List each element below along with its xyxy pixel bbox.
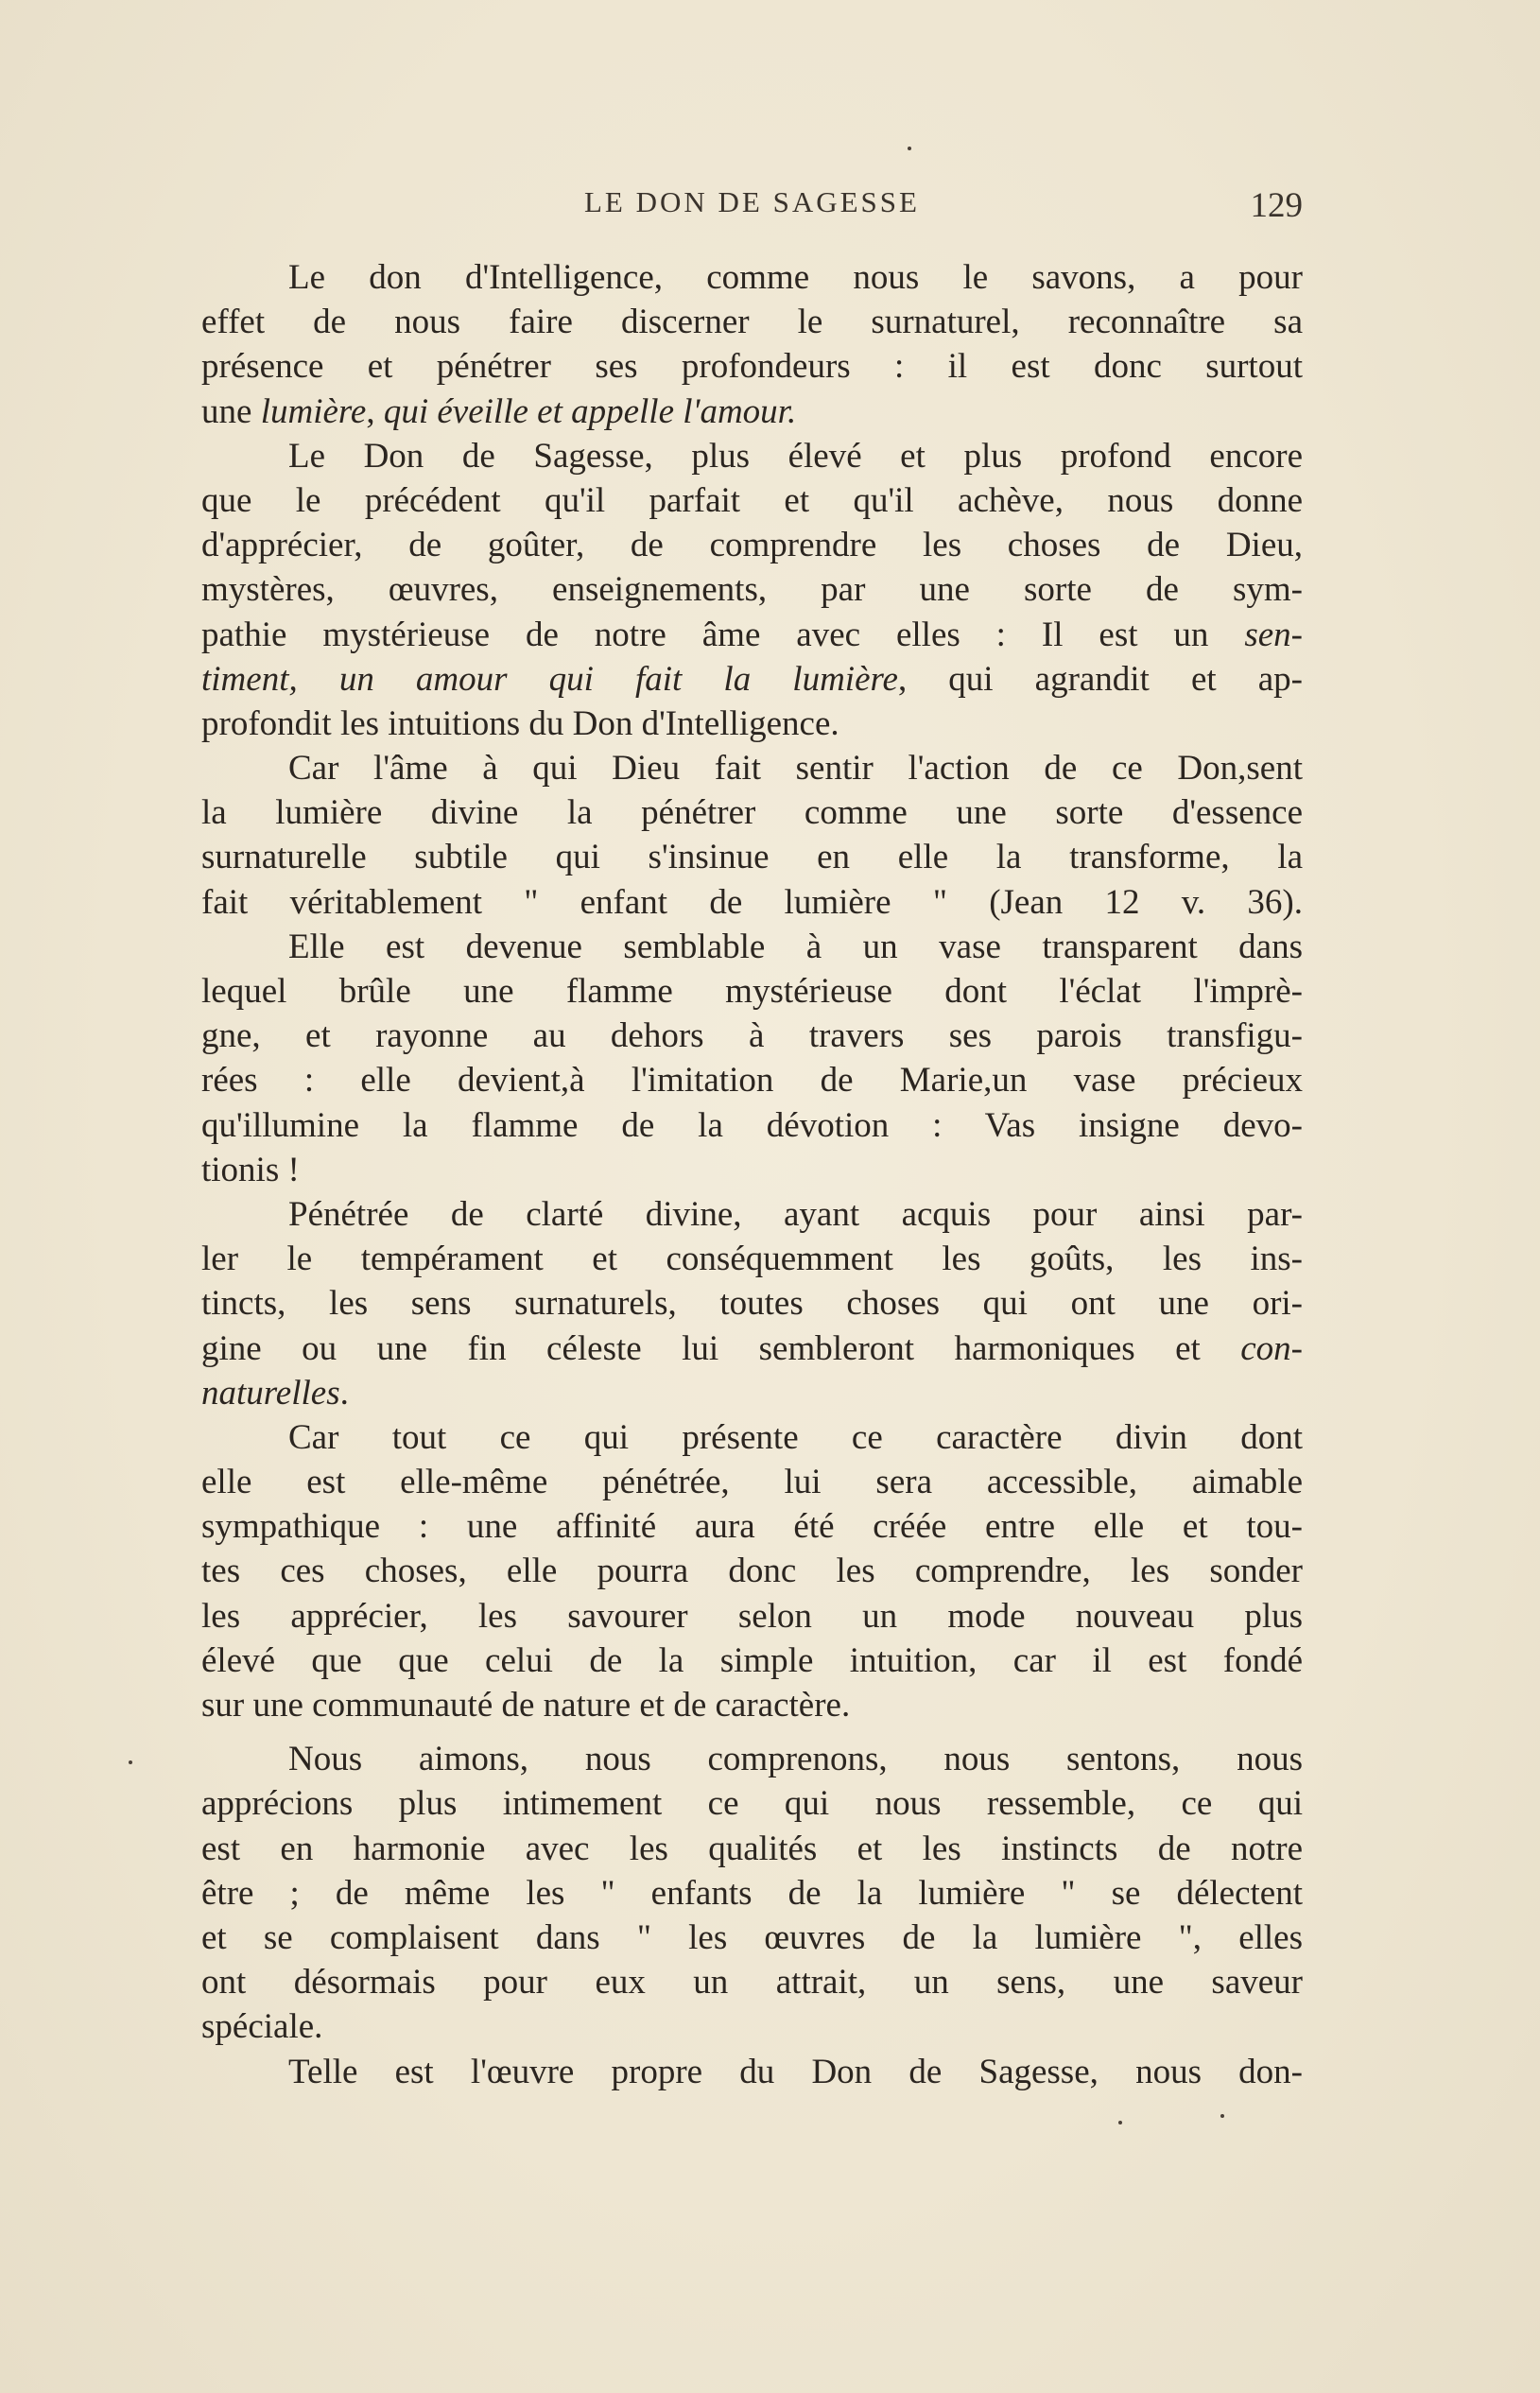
text-line — [201, 1549, 1303, 1593]
paper-speck — [1220, 2114, 1224, 2118]
italic-text: qui éveille et appelle l'amour. — [383, 391, 797, 431]
text-run: lequel brûle une flamme mystérieuse dont l'éclat l'imprè- — [201, 972, 1303, 1011]
paper-speck — [908, 147, 911, 150]
text-line — [201, 1103, 1303, 1148]
text-run: ont désormais pour eux un attrait, un sens, une saveur — [201, 1963, 1303, 2003]
text-line — [201, 1281, 1303, 1326]
text-run: élevé que que celui de la simple intuition, car il est fondé — [201, 1640, 1303, 1680]
text-line — [201, 1871, 1303, 1916]
text-line — [201, 2004, 1303, 2049]
text-run: est en harmonie avec les qualités et les instincts de notre — [201, 1829, 1303, 1868]
text-run: Le Don de Sagesse, plus élevé et plus profond encore — [288, 436, 1303, 476]
text-run: présence et pénétrer ses profondeurs : il est donc surtout — [201, 347, 1303, 387]
text-run: gne, et rayonne au dehors à travers ses parois transfigu- — [201, 1016, 1303, 1056]
text-line — [201, 969, 1303, 1014]
text-run: effet de nous faire discerner le surnaturel, reconnaître sa — [201, 303, 1303, 342]
text-run: Car l'âme à qui Dieu fait sentir l'action de ce Don,sent — [288, 749, 1303, 789]
text-line — [201, 880, 1303, 925]
text-line — [201, 478, 1303, 523]
text-run: tionis ! — [201, 1150, 300, 1189]
text-run: ler le tempérament et conséquemment les goûts, les ins- — [201, 1240, 1303, 1279]
text-line — [201, 702, 1303, 746]
text-line — [201, 1781, 1303, 1826]
text-run: être ; de même les " enfants de la lumière " se délectent — [201, 1873, 1303, 1913]
italic-text: sen- — [1244, 615, 1303, 654]
text-line — [201, 523, 1303, 567]
text-run: gine ou une fin céleste lui sembleront harmoniques et — [201, 1328, 1241, 1368]
page-number: 129 — [1250, 186, 1303, 225]
italic-text: lumière — [260, 391, 367, 431]
text-run: tes ces choses, elle pourra donc les comprendre, les sonder — [201, 1552, 1303, 1591]
text-run: une — [201, 391, 261, 431]
text-line — [201, 1058, 1303, 1102]
text-line — [201, 344, 1303, 389]
text-run: que le précédent qu'il parfait et qu'il achève, nous donne — [201, 480, 1303, 520]
text-line — [201, 434, 1303, 478]
running-head — [201, 185, 1303, 223]
text-line — [201, 1683, 1303, 1727]
text-run: Pénétrée de clarté divine, ayant acquis pour ainsi par- — [288, 1194, 1303, 1234]
text-run: apprécions plus intimement ce qui nous ressemble, ce qui — [201, 1784, 1303, 1824]
italic-text: naturelles — [201, 1373, 340, 1413]
text-line — [201, 1460, 1303, 1504]
text-line — [201, 255, 1303, 300]
text-run: Car tout ce qui présente ce caractère divin dont — [288, 1417, 1303, 1457]
text-line — [201, 746, 1303, 790]
text-line — [201, 1916, 1303, 1960]
text-run: rées : elle devient,à l'imitation de Marie,un vase précieux — [201, 1061, 1303, 1101]
text-run: Le don d'Intelligence, comme nous le savons, a pour — [288, 258, 1303, 297]
text-line — [201, 390, 1303, 434]
text-run: les apprécier, les savourer selon un mode nouveau plus — [201, 1596, 1303, 1636]
text-line — [201, 1639, 1303, 1683]
text-run: surnaturelle subtile qui s'insinue en elle la transforme, la — [201, 838, 1303, 877]
text-run: la lumière divine la pénétrer comme une sorte d'essence — [201, 793, 1303, 833]
text-line — [201, 925, 1303, 969]
text-line — [201, 1237, 1303, 1281]
text-line — [201, 1504, 1303, 1549]
text-run: elle est elle-même pénétrée, lui sera accessible, aimable — [201, 1463, 1303, 1502]
text-run: et se complaisent dans " les œuvres de la lumière ", elles — [201, 1917, 1303, 1957]
text-run: Nous aimons, nous comprenons, nous sentons, nous — [288, 1740, 1303, 1779]
text-run: tincts, les sens surnaturels, toutes choses qui ont une ori- — [201, 1284, 1303, 1324]
text-line — [201, 1827, 1303, 1871]
text-line — [201, 1148, 1303, 1192]
text-line — [201, 1415, 1303, 1460]
text-run: fait véritablement " enfant de lumière " (Jean 12 v. 36). — [201, 882, 1303, 922]
text-run: d'apprécier, de goûter, de comprendre les choses de Dieu, — [201, 526, 1303, 565]
text-run: Telle est l'œuvre propre du Don de Sagesse, nous don- — [288, 2052, 1303, 2091]
text-line — [201, 1014, 1303, 1058]
text-line — [201, 2050, 1303, 2094]
text-line — [201, 1371, 1303, 1415]
body-text — [201, 255, 1303, 2094]
text-run: , — [366, 391, 384, 431]
italic-text: con- — [1240, 1328, 1303, 1368]
text-run: spéciale. — [201, 2007, 323, 2047]
text-run: profondit les intuitions du Don d'Intelligence. — [201, 703, 839, 743]
italic-text: timent, un amour qui fait la lumière — [201, 659, 898, 699]
text-run: , qui agrandit et ap- — [897, 659, 1303, 699]
text-line — [201, 657, 1303, 702]
text-line — [201, 790, 1303, 835]
paper-speck — [1118, 2121, 1122, 2124]
paper-speck — [129, 1760, 132, 1764]
text-line — [201, 1192, 1303, 1237]
text-line — [201, 1594, 1303, 1639]
running-title: LE DON DE SAGESSE — [584, 185, 920, 218]
text-run: . — [339, 1373, 349, 1413]
text-run: sympathique : une affinité aura été créée entre elle et tou- — [201, 1507, 1303, 1547]
text-run: qu'illumine la flamme de la dévotion : Vas insigne devo- — [201, 1105, 1303, 1145]
text-line — [201, 1327, 1303, 1371]
text-line — [201, 567, 1303, 612]
text-run: Elle est devenue semblable à un vase transparent dans — [288, 927, 1303, 966]
text-line — [201, 1737, 1303, 1781]
text-line — [201, 613, 1303, 657]
text-run: mystères, œuvres, enseignements, par une sorte de sym- — [201, 570, 1303, 610]
text-run: pathie mystérieuse de notre âme avec elles : Il est un — [201, 615, 1245, 654]
text-line — [201, 1960, 1303, 2004]
text-line — [201, 835, 1303, 879]
text-run: sur une communauté de nature et de caractère. — [201, 1686, 851, 1725]
text-line — [201, 300, 1303, 344]
